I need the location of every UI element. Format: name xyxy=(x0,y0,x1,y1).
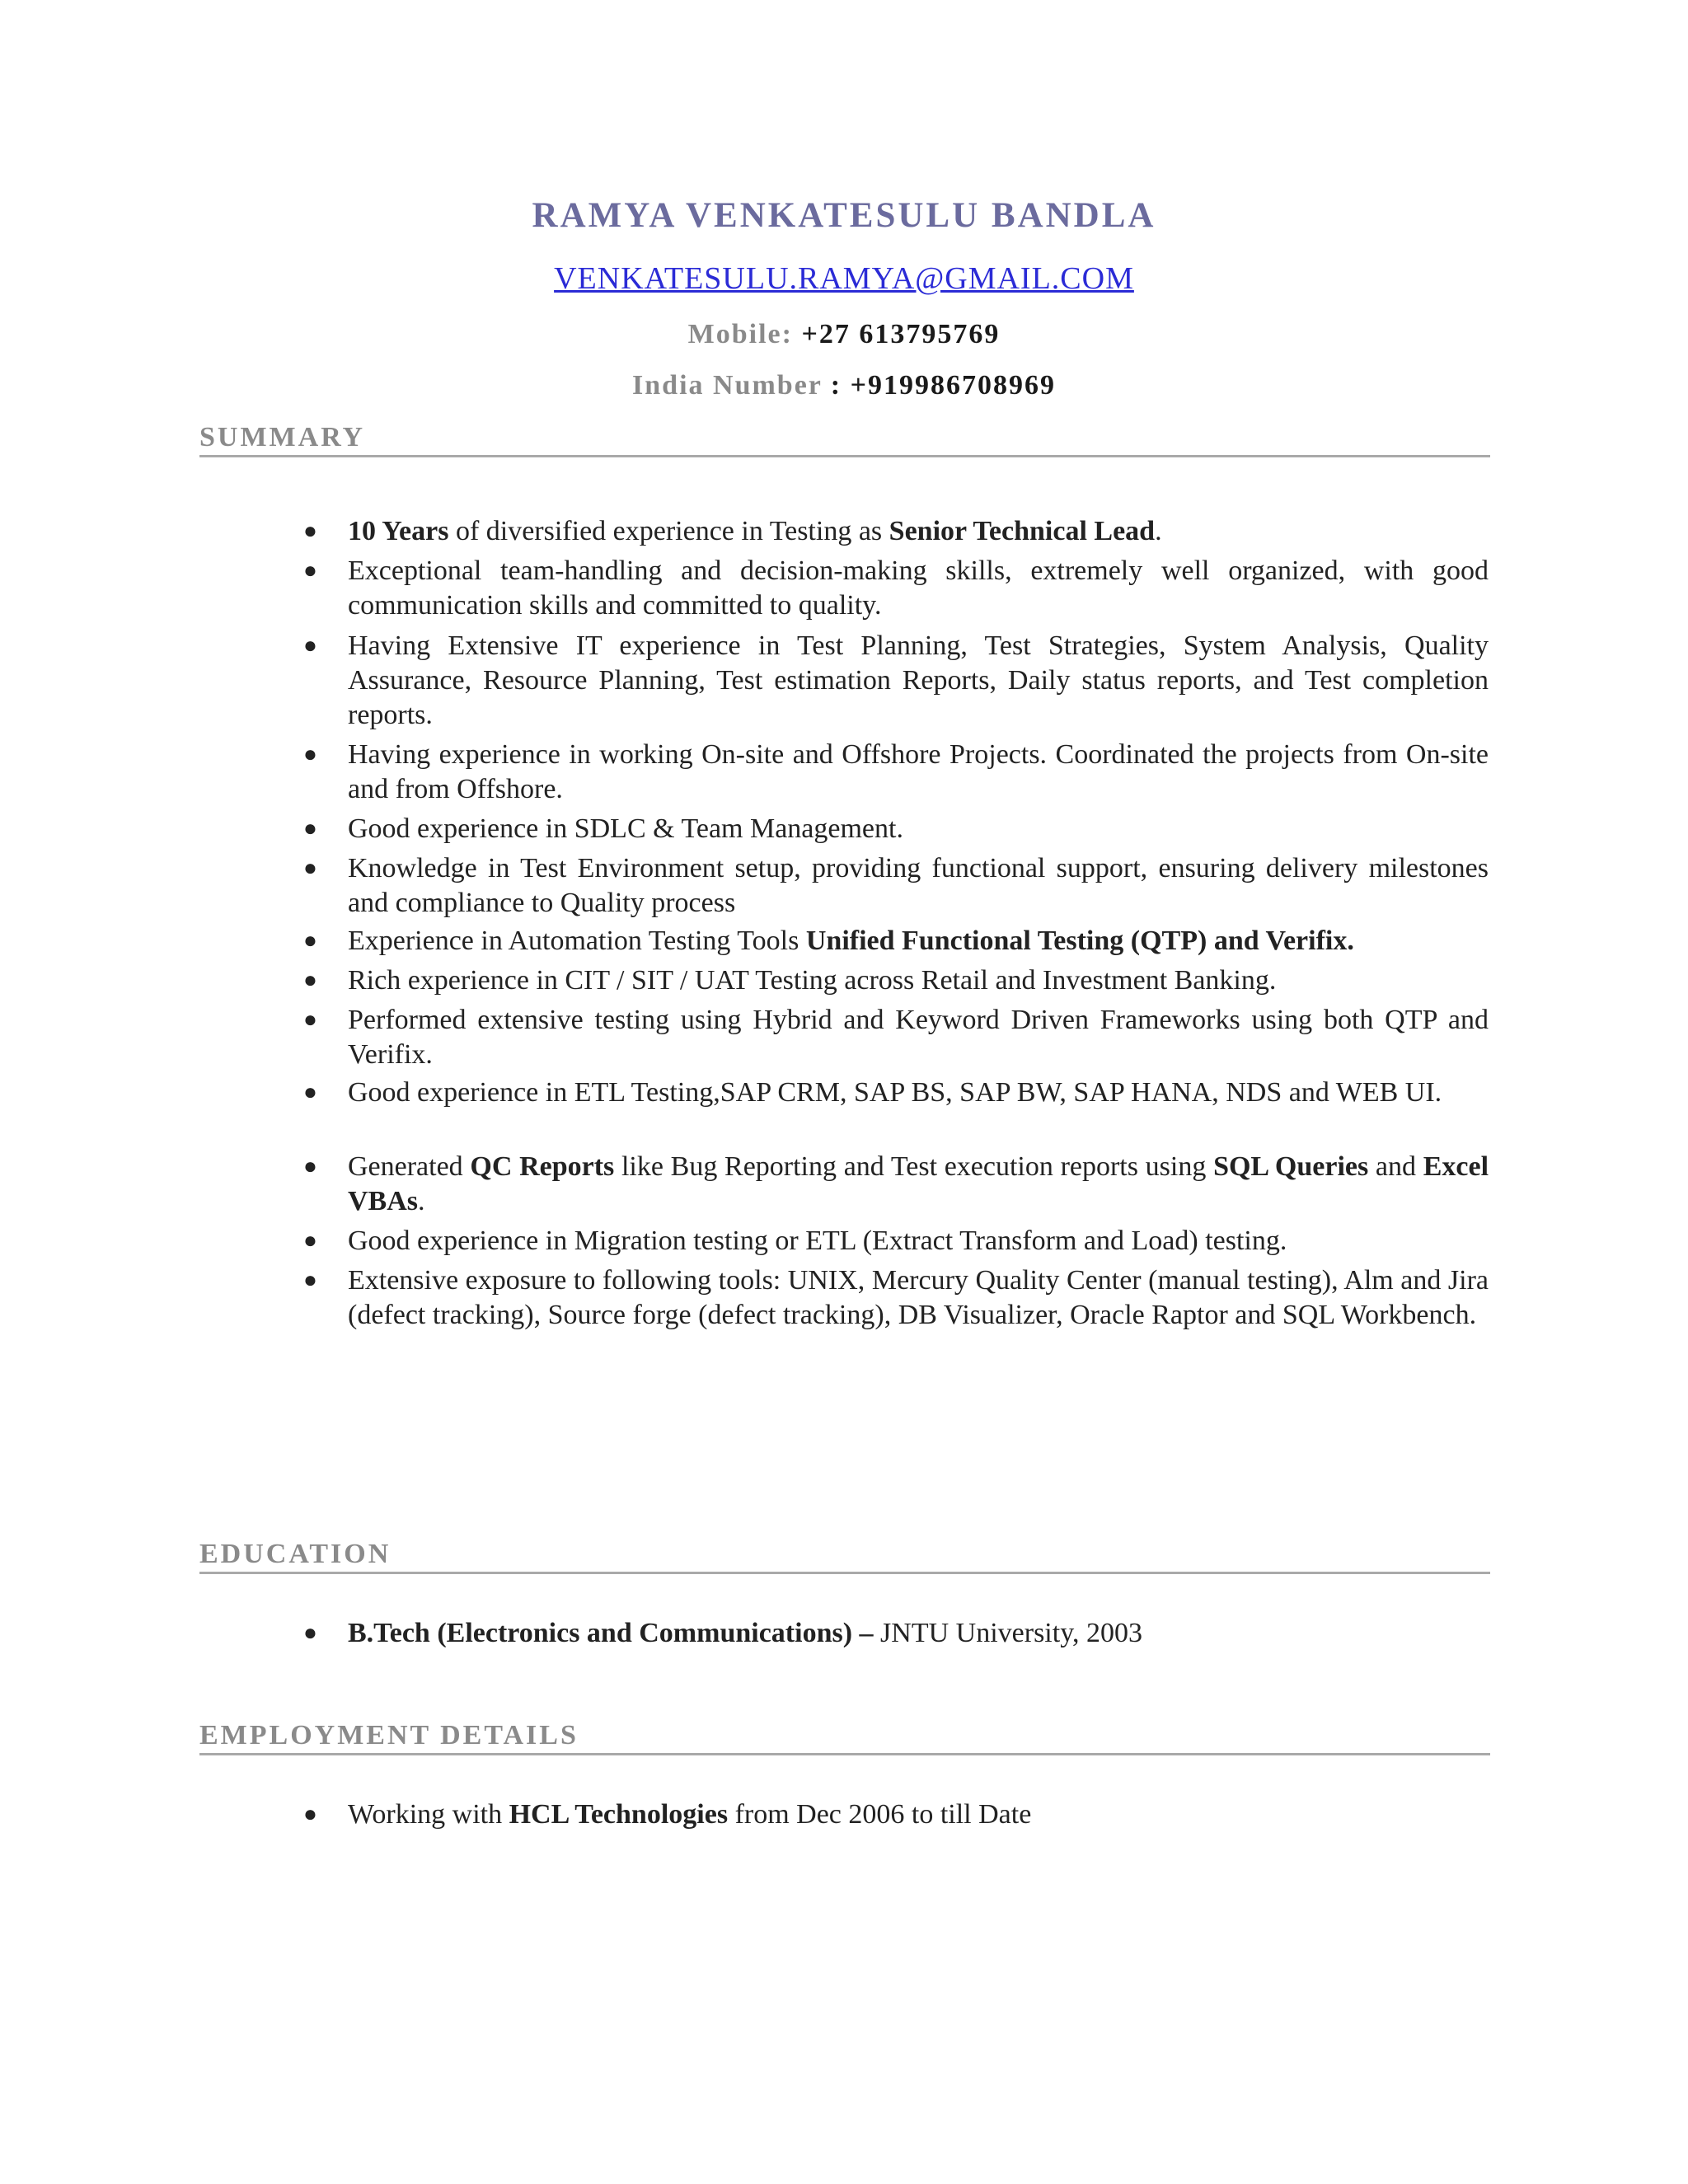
summary-heading: SUMMARY xyxy=(199,422,1490,457)
bullet-icon: ● xyxy=(303,928,317,954)
bullet-icon: ● xyxy=(303,1620,317,1646)
mobile-value: +27 613795769 xyxy=(801,319,1001,349)
list-item: ● 10 Years of diversified experience in Testing as Senior Technical Lead. xyxy=(348,514,1489,549)
bullet-icon: ● xyxy=(303,1268,317,1293)
candidate-name: RAMYA VENKATESULU BANDLA xyxy=(532,196,1156,235)
company-name: HCL Technologies xyxy=(509,1799,729,1830)
bullet-icon: ● xyxy=(303,558,317,583)
list-item: ● Performed extensive testing using Hybrid and Keyword Driven Frameworks using both QTP and Verifix. xyxy=(303,1005,1489,1070)
list-item xyxy=(303,1616,1489,1651)
bullet-icon: ● xyxy=(303,1007,317,1033)
list-item: ● Experience in Automation Testing Tools Unified Functional Testing (QTP) and Verifix. xyxy=(348,924,1489,958)
employment-heading: EMPLOYMENT DETAILS xyxy=(199,1720,1490,1755)
bullet-icon: ● xyxy=(303,518,317,544)
list-item: ● Exceptional team-handling and decision-making skills, extremely well organized, with good communication skills and committed to quality. xyxy=(303,555,1489,621)
list-item: ● Knowledge in Test Environment setup, providing functional support, ensuring delivery milestones and compliance to Quality process xyxy=(303,853,1489,918)
bullet-icon: ● xyxy=(303,1802,317,1827)
list-item: ● Extensive exposure to following tools: UNIX, Mercury Quality Center (manual testing), Alm and Jira (defect tracking), Source forge (defect tracking), DB Visualizer, Oracle Raptor and SQL Workbench. xyxy=(303,1265,1489,1330)
email-link[interactable]: VENKATESULU.RAMYA@GMAIL.COM xyxy=(554,261,1134,296)
bullet-icon: ● xyxy=(303,633,317,658)
bullet-icon: ● xyxy=(303,1154,317,1179)
list-item: ● Generated QC Reports like Bug Reporting and Test execution reports using SQL Queries and Excel VBAs. xyxy=(303,1151,1489,1216)
degree: B.Tech (Electronics and Communications) – xyxy=(348,1618,874,1648)
education-heading: EDUCATION xyxy=(199,1539,1490,1574)
bullet-icon: ● xyxy=(303,1080,317,1105)
list-item: ● Good experience in SDLC & Team Management. xyxy=(348,812,1489,846)
list-item: ● Good experience in Migration testing or ETL (Extract Transform and Load) testing. xyxy=(348,1224,1489,1258)
india-number xyxy=(0,370,1688,401)
list-item: ● Good experience in ETL Testing,SAP CRM, SAP BS, SAP BW, SAP HANA, NDS and WEB UI. xyxy=(348,1076,1489,1110)
list-item: ● Working with HCL Technologies from Dec 2006 to till Date xyxy=(348,1797,1489,1832)
list-item: ● Rich experience in CIT / SIT / UAT Testing across Retail and Investment Banking. xyxy=(348,963,1489,998)
mobile-number xyxy=(0,319,1688,350)
list-item: ● Having Extensive IT experience in Test Planning, Test Strategies, System Analysis, Quality Assurance, Resource Planning, Test estimation Reports, Daily status reports, and Test completion reports. xyxy=(303,630,1489,730)
india-value: : +919986708969 xyxy=(830,370,1056,401)
mobile-label: Mobile: xyxy=(687,319,793,349)
bullet-icon: ● xyxy=(303,1228,317,1254)
bullet-icon: ● xyxy=(303,968,317,993)
bullet-icon: ● xyxy=(303,855,317,881)
bullet-icon: ● xyxy=(303,742,317,767)
bullet-icon: ● xyxy=(303,816,317,841)
list-item: ● Having experience in working On-site and Offshore Projects. Coordinated the projects from On-site and from Offshore. xyxy=(303,739,1489,804)
institution: JNTU University, 2003 xyxy=(873,1618,1142,1648)
india-label: India Number xyxy=(632,370,823,401)
